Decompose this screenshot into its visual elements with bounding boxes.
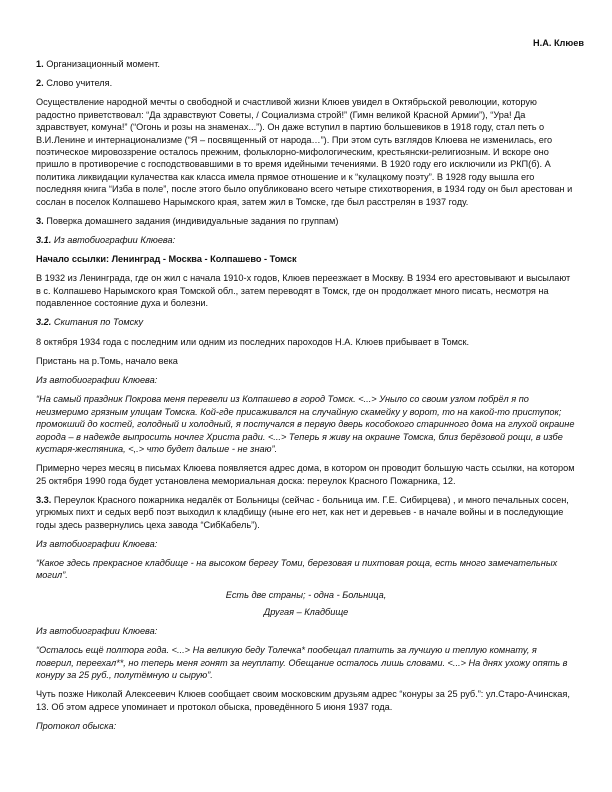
paragraph-later-address: Чуть позже Николай Алексеевич Клюев сообщает своим московским друзьям адрес “конуры за 25 руб.”: ул.Старо-Ачинская, 13. Об этом адресе упоминает и протокол обыска, проведённого 5 июня 1937 года. bbox=[36, 689, 570, 712]
item-number: 3.1. bbox=[36, 235, 52, 246]
paragraph-homework-check bbox=[36, 215, 576, 227]
item-text: Переулок Красного пожарника недалёк от Больницы (сейчас - больница им. Г.Е. Сибирцева) , и много печальных сосен, угрюмых пихт и седых верб поэт выходил к кладбищу (ныне его нет, как нет и деревьев - в начале войны и в последующие годы здесь развернулись цеха завода “СибКабель”). bbox=[36, 494, 569, 530]
item-text: Организационный момент. bbox=[43, 59, 160, 69]
paragraph-search-protocol: Протокол обыска: bbox=[36, 721, 117, 731]
paragraph-exile-history: В 1932 из Ленинграда, где он жил с начала 1910-х годов, Клюев переезжает в Москву. В 1934 его арестовывают и высылают в с. Колпашево Нарымского края Томской обл., затем переводят в Томск, где он продолжает много писать, несмотря на подавленное состояние духа и болезни. bbox=[36, 273, 571, 309]
paragraph-wanderings-heading bbox=[36, 316, 576, 328]
paragraph-lane bbox=[36, 494, 576, 531]
paragraph-intro: Осуществление народной мечты о свободной и счастливой жизни Клюев увидел в Октябрьской революции, которую радостно приветствовал: “Да здравствуют Советы, / Социализма строй!” (Гимн великой Красной Армии”), “Ура! Да здравствует, комуна!” (“Огонь и розы на знаменах...”). Он даже вступил в партию большевиков в 1918 году, стал петь о В.И.Ленине и интернационализме (“Я – посвященный от народа…”). При этом суть взглядов Клюева не изменилась, его поэтическое мировоззрение осталось прежним, фольклорно-мифологическим, крестьянски-религиозным. И вскоре оно пришло в противоречие с господствовавшими в то время идейными течениями. В 1920 году его исключили из РКП(б). А политика ликвидации кулачества как класса имела прямое отношение и к “кулацкому поэту”. В 1928 году вышла его последняя книга “Изба в поле”, после этого было опубликовано всего четыре стихотворения, в 1934 году он был арестован и сослан в поселок Колпашево Нарымского края, затем жил в Томске, где был расстрелян в 1937 году. bbox=[36, 97, 573, 207]
poem-line: Есть две страны; - одна - Больница, bbox=[225, 589, 387, 600]
item-number: 1. bbox=[36, 59, 44, 69]
paragraph-address: Примерно через месяц в письмах Клюева появляется адрес дома, в котором он проводит большую часть ссылки, на котором 25 октября 1990 года будет установлена мемориальная доска: переулок Красного Пожарника, 12. bbox=[36, 463, 575, 486]
paragraph-pier: Пристань на р.Томь, начало века bbox=[36, 355, 178, 366]
paragraph-autobiography-label: Из автобиографии Клюева: bbox=[36, 626, 158, 637]
item-number: 3. bbox=[36, 215, 44, 226]
item-text: Слово учителя. bbox=[43, 78, 113, 89]
item-text: Скитания по Томску bbox=[51, 317, 144, 328]
author-header: Н.А. Клюев bbox=[533, 38, 584, 48]
paragraph-arrival: 8 октября 1934 года с последним или одним из последних пароходов Н.А. Клюев прибывает в Томск. bbox=[36, 336, 470, 347]
item-text: Поверка домашнего задания (индивидуальные задания по группам) bbox=[43, 215, 339, 226]
paragraph-autobiography-label: Из автобиографии Клюева: bbox=[36, 375, 158, 386]
quote-remaining: “Осталось ещё полтора года. <...> На великую беду Толечка* пообещал платить за лучшую и теплую комнату, я поверил, переехал**, но теперь меня гонят за неуплату. Обещание осталось лишь словами. <...> На днях ухожу опять в конуру за 25 руб., полутёмную и сырую”. bbox=[36, 645, 568, 681]
paragraph-exile-route: Начало ссылки: Ленинград - Москва - Колпашево - Томск bbox=[36, 254, 297, 265]
document-body bbox=[36, 58, 576, 739]
paragraph-autobiography-label: Из автобиографии Клюева: bbox=[36, 538, 158, 549]
quote-cemetery: “Какое здесь прекрасное кладбище - на высоком берегу Томи, березовая и пихтовая роща, есть много замечательных могил”. bbox=[36, 557, 558, 581]
item-number: 3.2. bbox=[36, 317, 52, 328]
poem-line: Другая – Кладбище bbox=[263, 606, 349, 617]
quote-pokrov: “На самый праздник Покрова меня перевели из Колпашево в город Томск. <...> Уныло со своим узлом побрёл я по неизмеримо грязным улицам Томска. Кой-где присаживался на случайную скамейку у ворот, то на какой-то приступок; промокший до костей, голодный и холодный, я постучался в первую дверь кособокого старинного дома на глухой окраине города – в надежде выпросить ночлег Христа ради. <...> Теперь я живу на окраине Томска, близ берёзовой рощи, в избе кустаря-жестяника, <,.> что будет дальше - не знаю”. bbox=[36, 394, 575, 454]
paragraph-teacher-word bbox=[36, 77, 576, 89]
item-number: 3.3. bbox=[36, 494, 52, 505]
item-number: 2. bbox=[36, 78, 44, 89]
paragraph-autobiography-heading bbox=[36, 234, 576, 246]
paragraph-org-moment bbox=[36, 58, 576, 70]
item-text: Из автобиографии Клюева: bbox=[51, 235, 176, 246]
